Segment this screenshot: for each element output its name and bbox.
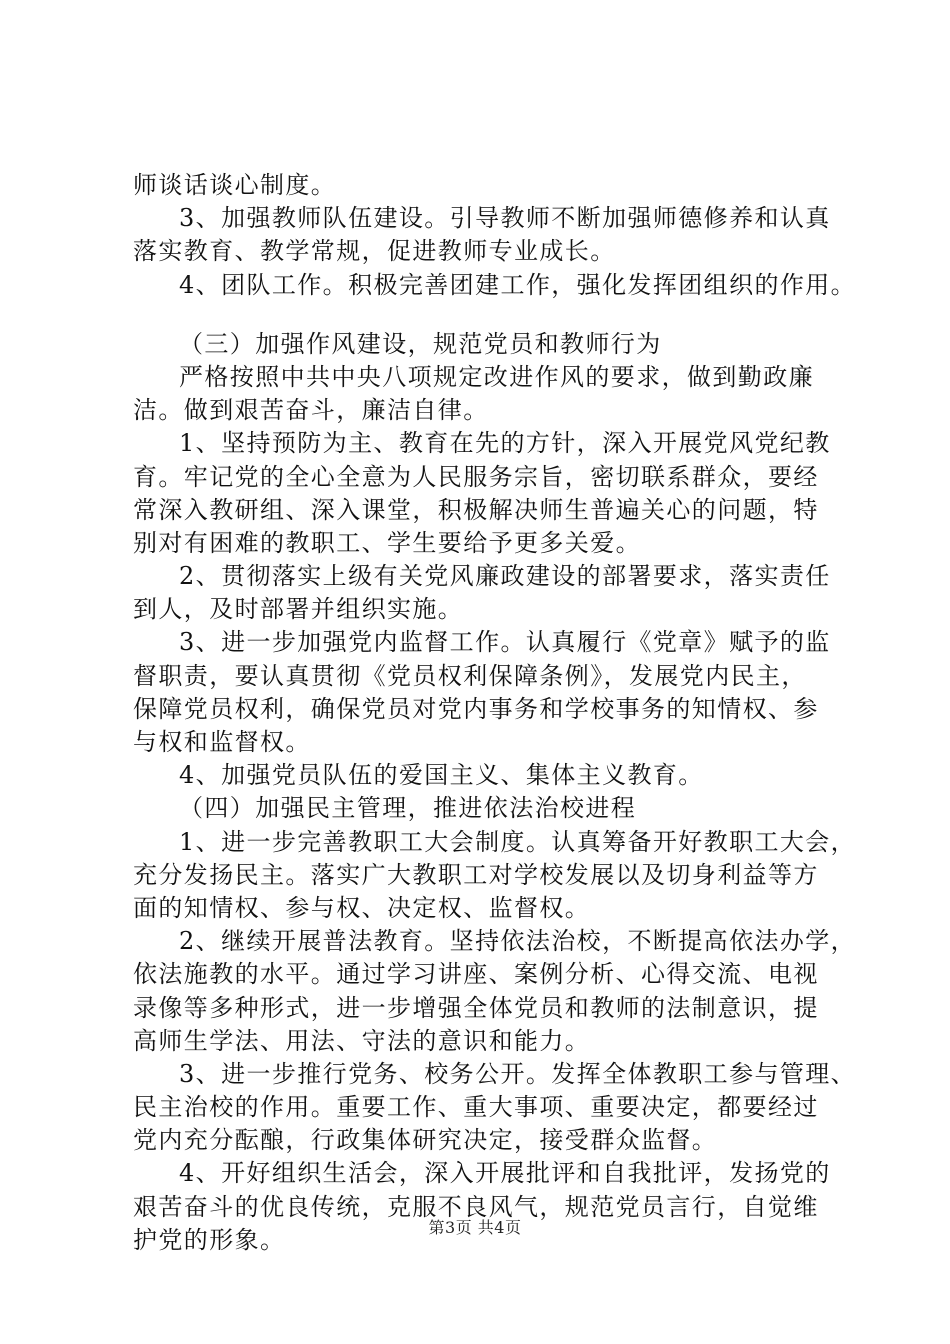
text-line: 3、加强教师队伍建设。引导教师不断加强师德修养和认真 bbox=[179, 204, 831, 233]
text-line: 落实教育、教学常规，促进教师专业成长。 bbox=[133, 237, 616, 266]
text-line: 4、加强党员队伍的爱国主义、集体主义教育。 bbox=[179, 761, 704, 790]
page-number-footer: 第3页 共4页 bbox=[428, 1218, 522, 1237]
text-line: 2、继续开展普法教育。坚持依法治校，不断提高依法办学， bbox=[179, 927, 857, 956]
section-heading: （三）加强作风建设，规范党员和教师行为 bbox=[179, 329, 662, 358]
text-line: 党内充分酝酿，行政集体研究决定，接受群众监督。 bbox=[133, 1126, 718, 1155]
text-line: 洁。做到艰苦奋斗，廉洁自律。 bbox=[133, 396, 489, 425]
document-body bbox=[133, 169, 857, 1257]
text-line: 依法施教的水平。通过学习讲座、案例分析、心得交流、电视 bbox=[133, 960, 819, 989]
text-line: 高师生学法、用法、守法的意识和能力。 bbox=[133, 1026, 591, 1055]
text-line: 师谈话谈心制度。 bbox=[133, 171, 337, 199]
text-line: 1、进一步完善教职工大会制度。认真筹备开好教职工大会， bbox=[179, 827, 857, 856]
text-line: 1、坚持预防为主、教育在先的方针，深入开展党风党纪教 bbox=[179, 429, 831, 458]
text-line: 常深入教研组、深入课堂，积极解决师生普遍关心的问题，特 bbox=[133, 495, 819, 524]
text-line: 民主治校的作用。重要工作、重大事项、重要决定，都要经过 bbox=[133, 1093, 819, 1122]
text-line: 3、进一步推行党务、校务公开。发挥全体教职工参与管理、 bbox=[179, 1059, 857, 1088]
text-line: 2、贯彻落实上级有关党风廉政建设的部署要求，落实责任 bbox=[179, 562, 831, 591]
text-line: 育。牢记党的全心全意为人民服务宗旨，密切联系群众，要经 bbox=[133, 462, 819, 491]
text-line: 面的知情权、参与权、决定权、监督权。 bbox=[133, 893, 591, 922]
text-line: 艰苦奋斗的优良传统，克服不良风气，规范党员言行，自觉维 bbox=[133, 1192, 819, 1221]
paragraph-gap bbox=[133, 302, 853, 328]
text-line: 4、开好组织生活会，深入开展批评和自我批评，发扬党的 bbox=[179, 1159, 831, 1188]
text-line: 4、团队工作。积极完善团建工作，强化发挥团组织的作用。 bbox=[179, 270, 857, 299]
text-line: 到人，及时部署并组织实施。 bbox=[133, 595, 464, 624]
text-line: 保障党员权利，确保党员对党内事务和学校事务的知情权、参 bbox=[133, 694, 819, 723]
text-line: 督职责，要认真贯彻《党员权利保障条例》，发展党内民主， bbox=[133, 661, 807, 690]
text-line: 护党的形象。 bbox=[133, 1225, 286, 1254]
text-line: 与权和监督权。 bbox=[133, 728, 311, 756]
text-line: 3、进一步加强党内监督工作。认真履行《党章》赋予的监 bbox=[179, 628, 831, 657]
text-line: 严格按照中共中央八项规定改进作风的要求，做到勤政廉 bbox=[179, 362, 814, 391]
text-line: 别对有困难的教职工、学生要给予更多关爱。 bbox=[133, 528, 641, 557]
text-line: 录像等多种形式，进一步增强全体党员和教师的法制意识，提 bbox=[133, 993, 819, 1022]
section-heading: （四）加强民主管理，推进依法治校进程 bbox=[179, 794, 637, 823]
text-line: 充分发扬民主。落实广大教职工对学校发展以及切身利益等方 bbox=[133, 860, 819, 889]
